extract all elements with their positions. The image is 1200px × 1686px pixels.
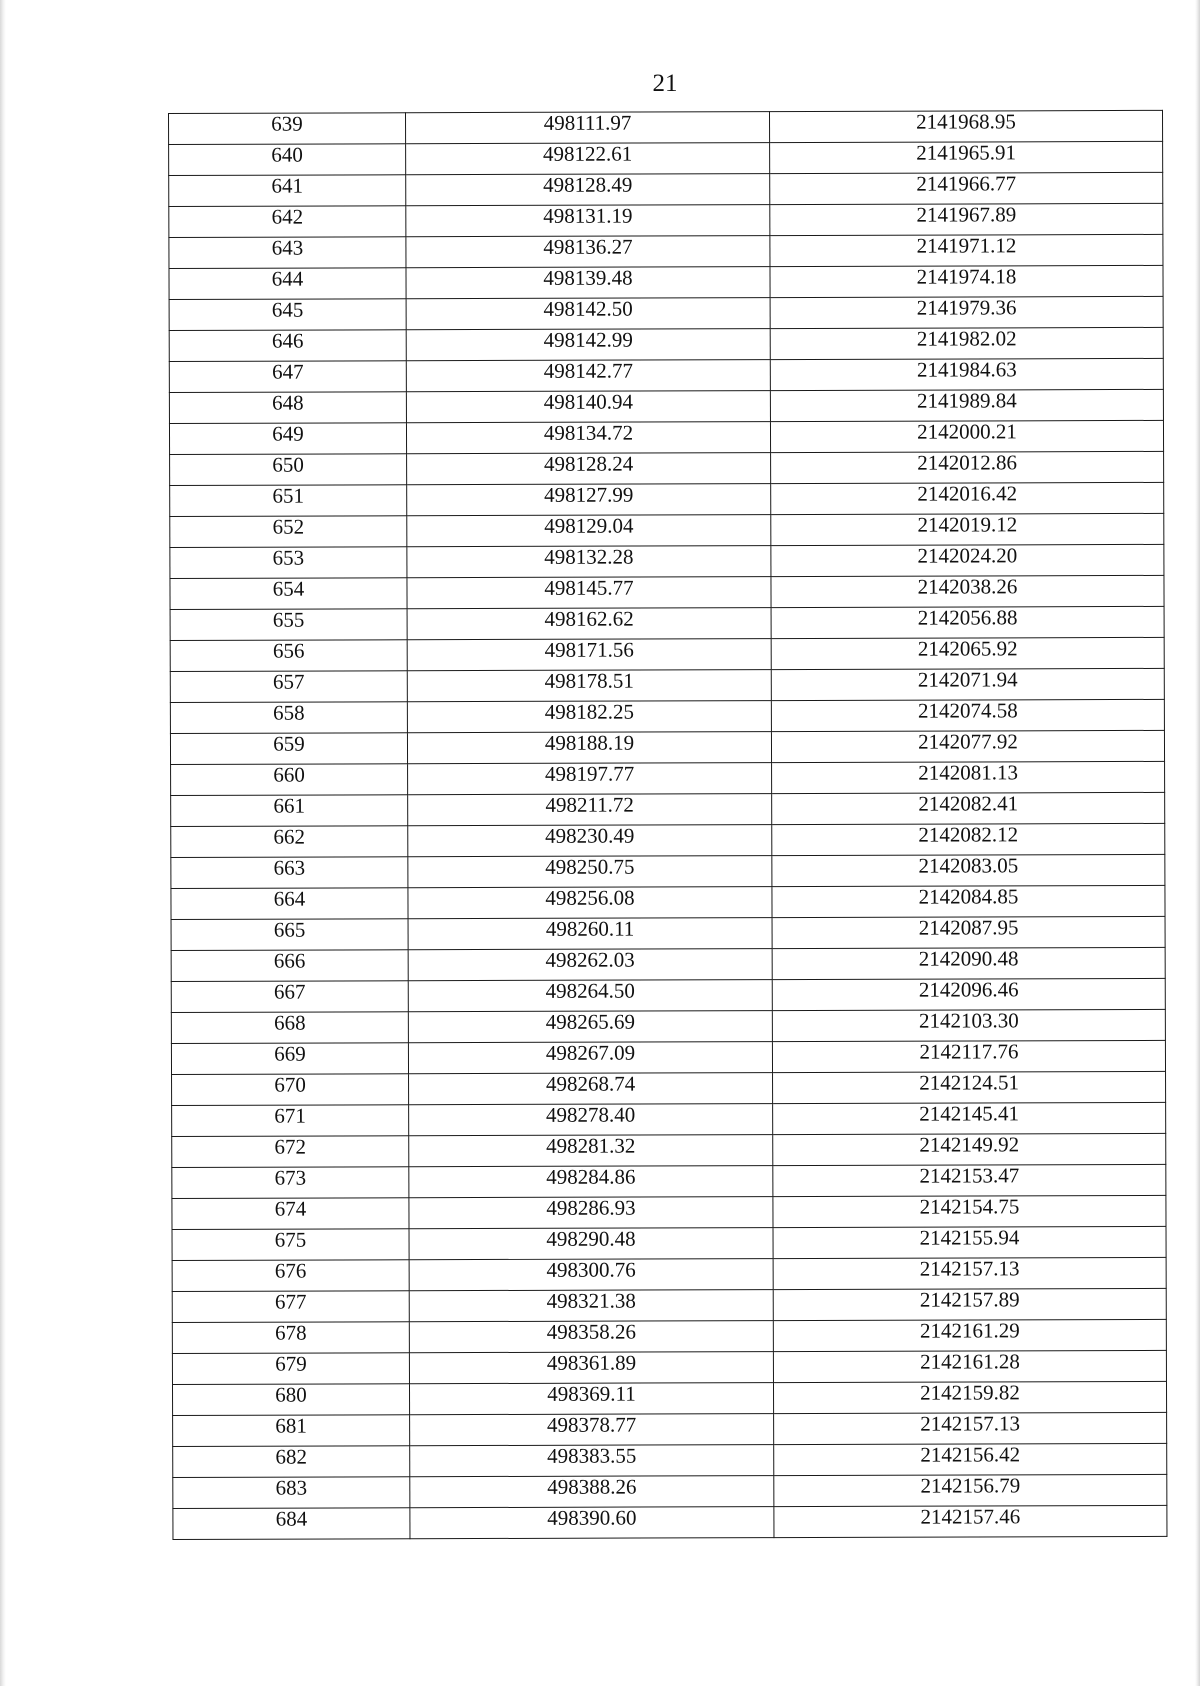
x-coordinate-cell: 498162.62: [407, 608, 771, 640]
y-coordinate-cell: 2142161.29: [773, 1319, 1166, 1351]
point-id-cell: 658: [170, 702, 407, 734]
point-id-cell: 682: [173, 1446, 410, 1478]
x-coordinate-cell: 498182.25: [407, 701, 771, 733]
point-id-cell: 656: [170, 640, 407, 672]
x-coordinate-cell: 498230.49: [408, 825, 772, 857]
y-coordinate-cell: 2142082.12: [772, 823, 1165, 855]
y-coordinate-cell: 2141984.63: [770, 358, 1163, 390]
x-coordinate-cell: 498211.72: [408, 794, 772, 826]
y-coordinate-cell: 2142145.41: [773, 1102, 1166, 1134]
y-coordinate-cell: 2142000.21: [770, 420, 1163, 452]
y-coordinate-cell: 2142024.20: [771, 544, 1164, 576]
x-coordinate-cell: 498390.60: [410, 1507, 774, 1539]
y-coordinate-cell: 2141974.18: [770, 265, 1163, 297]
point-id-cell: 639: [169, 113, 406, 145]
point-id-cell: 640: [169, 144, 406, 176]
x-coordinate-cell: 498140.94: [406, 391, 770, 423]
x-coordinate-cell: 498111.97: [406, 112, 770, 144]
x-coordinate-cell: 498188.19: [407, 732, 771, 764]
y-coordinate-cell: 2142074.58: [771, 699, 1164, 731]
y-coordinate-cell: 2142056.88: [771, 606, 1164, 638]
y-coordinate-cell: 2142157.13: [773, 1257, 1166, 1289]
point-id-cell: 672: [172, 1136, 409, 1168]
point-id-cell: 684: [173, 1508, 410, 1540]
y-coordinate-cell: 2141966.77: [770, 172, 1163, 204]
y-coordinate-cell: 2142154.75: [773, 1195, 1166, 1227]
y-coordinate-cell: 2142157.89: [773, 1288, 1166, 1320]
x-coordinate-cell: 498262.03: [408, 949, 772, 981]
x-coordinate-cell: 498378.77: [410, 1414, 774, 1446]
x-coordinate-cell: 498171.56: [407, 639, 771, 671]
point-id-cell: 675: [172, 1229, 409, 1261]
x-coordinate-cell: 498145.77: [407, 577, 771, 609]
y-coordinate-cell: 2142084.85: [772, 885, 1165, 917]
point-id-cell: 663: [171, 857, 408, 889]
scan-edge-left: [0, 0, 6, 1686]
x-coordinate-cell: 498267.09: [408, 1042, 772, 1074]
y-coordinate-cell: 2142153.47: [773, 1164, 1166, 1196]
x-coordinate-cell: 498142.99: [406, 329, 770, 361]
x-coordinate-cell: 498128.24: [407, 453, 771, 485]
x-coordinate-cell: 498358.26: [409, 1321, 773, 1353]
y-coordinate-cell: 2142156.79: [774, 1474, 1167, 1506]
x-coordinate-cell: 498122.61: [406, 143, 770, 175]
x-coordinate-cell: 498127.99: [407, 484, 771, 516]
point-id-cell: 662: [171, 826, 408, 858]
point-id-cell: 643: [169, 237, 406, 269]
point-id-cell: 647: [169, 361, 406, 393]
x-coordinate-cell: 498136.27: [406, 236, 770, 268]
y-coordinate-cell: 2142117.76: [772, 1040, 1165, 1072]
page-number: 21: [652, 70, 678, 97]
y-coordinate-cell: 2142038.26: [771, 575, 1164, 607]
point-id-cell: 666: [171, 950, 408, 982]
x-coordinate-cell: 498131.19: [406, 205, 770, 237]
x-coordinate-cell: 498265.69: [408, 1011, 772, 1043]
coordinates-table: [168, 110, 1167, 1540]
point-id-cell: 659: [170, 733, 407, 765]
x-coordinate-cell: 498300.76: [409, 1259, 773, 1291]
x-coordinate-cell: 498129.04: [407, 515, 771, 547]
x-coordinate-cell: 498278.40: [409, 1104, 773, 1136]
x-coordinate-cell: 498369.11: [409, 1383, 773, 1415]
point-id-cell: 665: [171, 919, 408, 951]
y-coordinate-cell: 2142071.94: [771, 668, 1164, 700]
x-coordinate-cell: 498134.72: [406, 422, 770, 454]
x-coordinate-cell: 498250.75: [408, 856, 772, 888]
point-id-cell: 646: [169, 330, 406, 362]
x-coordinate-cell: 498142.77: [406, 360, 770, 392]
y-coordinate-cell: 2142103.30: [772, 1009, 1165, 1041]
point-id-cell: 660: [171, 764, 408, 796]
point-id-cell: 679: [172, 1353, 409, 1385]
point-id-cell: 678: [172, 1322, 409, 1354]
point-id-cell: 668: [171, 1012, 408, 1044]
y-coordinate-cell: 2142090.48: [772, 947, 1165, 979]
y-coordinate-cell: 2141971.12: [770, 234, 1163, 266]
x-coordinate-cell: 498142.50: [406, 298, 770, 330]
point-id-cell: 657: [170, 671, 407, 703]
point-id-cell: 652: [170, 516, 407, 548]
point-id-cell: 670: [172, 1074, 409, 1106]
point-id-cell: 651: [170, 485, 407, 517]
x-coordinate-cell: 498290.48: [409, 1228, 773, 1260]
point-id-cell: 667: [171, 981, 408, 1013]
y-coordinate-cell: 2142081.13: [772, 761, 1165, 793]
y-coordinate-cell: 2142161.28: [773, 1350, 1166, 1382]
point-id-cell: 645: [169, 299, 406, 331]
point-id-cell: 649: [169, 423, 406, 455]
y-coordinate-cell: 2142149.92: [773, 1133, 1166, 1165]
point-id-cell: 644: [169, 268, 406, 300]
coordinates-table-body: [169, 110, 1167, 1539]
y-coordinate-cell: 2142065.92: [771, 637, 1164, 669]
y-coordinate-cell: 2141982.02: [770, 327, 1163, 359]
point-id-cell: 653: [170, 547, 407, 579]
y-coordinate-cell: 2141968.95: [769, 110, 1162, 142]
point-id-cell: 655: [170, 609, 407, 641]
x-coordinate-cell: 498286.93: [409, 1197, 773, 1229]
x-coordinate-cell: 498128.49: [406, 174, 770, 206]
y-coordinate-cell: 2142124.51: [773, 1071, 1166, 1103]
y-coordinate-cell: 2142096.46: [772, 978, 1165, 1010]
x-coordinate-cell: 498284.86: [409, 1166, 773, 1198]
y-coordinate-cell: 2142083.05: [772, 854, 1165, 886]
point-id-cell: 676: [172, 1260, 409, 1292]
x-coordinate-cell: 498383.55: [410, 1445, 774, 1477]
point-id-cell: 671: [172, 1105, 409, 1137]
point-id-cell: 641: [169, 175, 406, 207]
y-coordinate-cell: 2142077.92: [771, 730, 1164, 762]
x-coordinate-cell: 498197.77: [408, 763, 772, 795]
point-id-cell: 648: [169, 392, 406, 424]
x-coordinate-cell: 498281.32: [409, 1135, 773, 1167]
x-coordinate-cell: 498361.89: [409, 1352, 773, 1384]
point-id-cell: 669: [171, 1043, 408, 1075]
x-coordinate-cell: 498178.51: [407, 670, 771, 702]
point-id-cell: 654: [170, 578, 407, 610]
y-coordinate-cell: 2142087.95: [772, 916, 1165, 948]
y-coordinate-cell: 2141979.36: [770, 296, 1163, 328]
y-coordinate-cell: 2142012.86: [771, 451, 1164, 483]
y-coordinate-cell: 2142159.82: [773, 1381, 1166, 1413]
table-row: [173, 1505, 1167, 1539]
x-coordinate-cell: 498268.74: [409, 1073, 773, 1105]
point-id-cell: 664: [171, 888, 408, 920]
x-coordinate-cell: 498132.28: [407, 546, 771, 578]
y-coordinate-cell: 2142157.13: [774, 1412, 1167, 1444]
point-id-cell: 673: [172, 1167, 409, 1199]
point-id-cell: 683: [173, 1477, 410, 1509]
y-coordinate-cell: 2141967.89: [770, 203, 1163, 235]
x-coordinate-cell: 498264.50: [408, 980, 772, 1012]
y-coordinate-cell: 2142082.41: [772, 792, 1165, 824]
y-coordinate-cell: 2142157.46: [774, 1505, 1167, 1537]
y-coordinate-cell: 2142155.94: [773, 1226, 1166, 1258]
point-id-cell: 677: [172, 1291, 409, 1323]
point-id-cell: 661: [171, 795, 408, 827]
y-coordinate-cell: 2141989.84: [770, 389, 1163, 421]
y-coordinate-cell: 2141965.91: [770, 141, 1163, 173]
x-coordinate-cell: 498388.26: [410, 1476, 774, 1508]
point-id-cell: 650: [170, 454, 407, 486]
y-coordinate-cell: 2142016.42: [771, 482, 1164, 514]
x-coordinate-cell: 498139.48: [406, 267, 770, 299]
x-coordinate-cell: 498321.38: [409, 1290, 773, 1322]
x-coordinate-cell: 498256.08: [408, 887, 772, 919]
point-id-cell: 674: [172, 1198, 409, 1230]
y-coordinate-cell: 2142019.12: [771, 513, 1164, 545]
point-id-cell: 680: [172, 1384, 409, 1416]
point-id-cell: 681: [173, 1415, 410, 1447]
x-coordinate-cell: 498260.11: [408, 918, 772, 950]
point-id-cell: 642: [169, 206, 406, 238]
scan-edge-right: [1195, 0, 1200, 1686]
y-coordinate-cell: 2142156.42: [774, 1443, 1167, 1475]
